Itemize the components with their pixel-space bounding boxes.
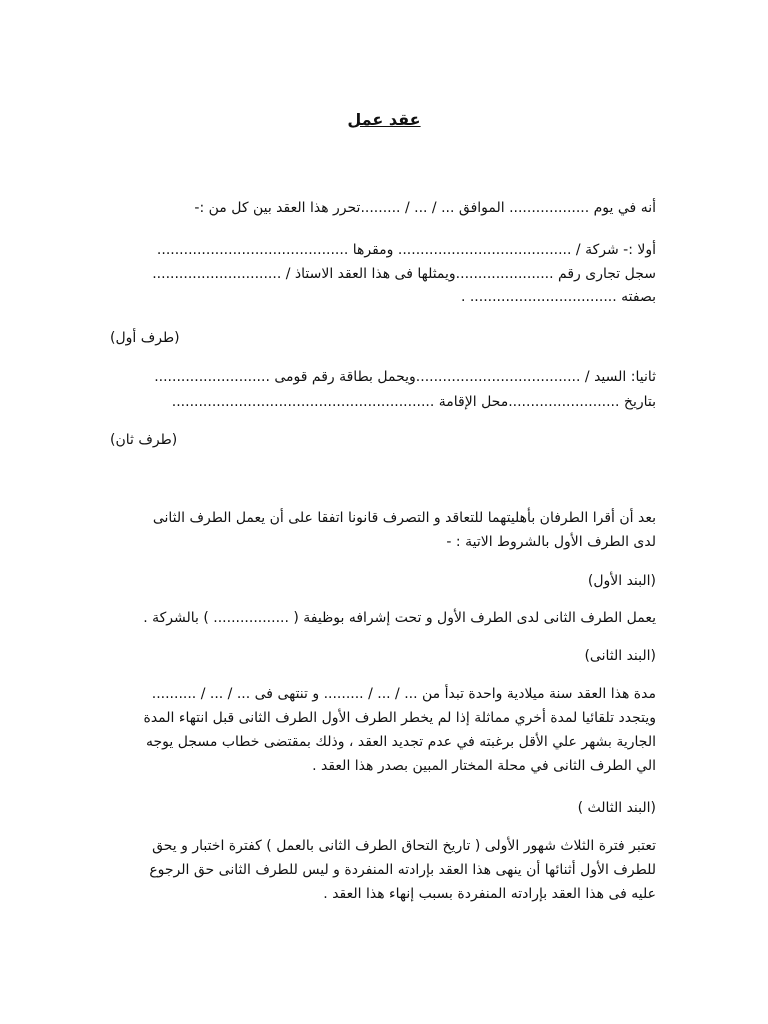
second-party-label-text: (طرف ثان) [110,432,178,448]
second-party-label [110,430,656,450]
first-party-company-line: أولا :- شركة / ....................................... ومقرها ........................................... [156,242,656,258]
clause-3-line: للطرف الأول أثنائها أن ينهى هذا العقد بإرادته المنفردة و ليس للطرف الثانى حق الرجوع [149,862,656,878]
intro-line: أنه في يوم .................. الموافق ... / ... / .........تحرر هذا العقد بين كل من :- [194,200,656,216]
second-party-date-line: بتاريخ .........................محل الإقامة ........................................................... [171,394,656,410]
preamble-line: بعد أن أقرا الطرفان بأهليتهما للتعاقد و التصرف قانونا اتفقا على أن يعمل الطرف الثانى [152,510,656,526]
second-party-name-line: ثانيا: السيد / .....................................ويحمل بطاقة رقم قومى .......................... [154,369,656,385]
first-party-capacity-line: بصفته ................................. . [460,289,656,305]
clause-2-heading: (البند الثانى) [584,648,656,664]
clause-2-line: الي الطرف الثانى في محلة المختار المبين بصدر هذا العقد . [312,758,656,774]
clause-2-line: ويتجدد تلقائيا لمدة أخري مماثلة إذا لم يخطر الطرف الأول الطرف الثانى قبل انتهاء المدة [143,710,656,726]
clause-3-line: تعتبر فترة الثلاث شهور الأولى ( تاريخ التحاق الطرف الثانى بالعمل ) كفترة اختبار و يحق [152,838,656,854]
clause-1-heading: (البند الأول) [587,573,656,589]
document-title: عقد عمل [347,110,421,129]
clause-1-text: يعمل الطرف الثانى لدى الطرف الأول و تحت إشرافه بوظيفة ( ................. ) بالشركة . [143,610,656,626]
clause-3-heading: (البند الثالث ) [577,800,656,816]
first-party-label-text: (طرف أول) [110,330,180,346]
clause-2-paragraph [110,682,656,778]
clause-2-line: الجارية بشهر علي الأقل برغبته في عدم تجديد العقد ، وذلك بمقتضى خطاب مسجل يوجه [146,734,656,750]
first-party-registry-line: سجل تجارى رقم ......................ويمثلها فى هذا العقد الاستاذ / ............................. [152,266,656,282]
first-party-label [110,328,656,348]
clause-3-line: عليه فى هذا العقد بإرادته المنفردة بسبب إنهاء هذا العقد . [323,886,656,902]
preamble-paragraph [110,506,656,554]
clause-2-line: مدة هذا العقد سنة ميلادية واحدة تبدأ من ... / ... / ......... و تنتهى فى ... / ... / .......... [151,686,656,702]
preamble-line: لدى الطرف الأول بالشروط الاتية : - [446,534,656,550]
clause-3-paragraph [110,834,656,906]
